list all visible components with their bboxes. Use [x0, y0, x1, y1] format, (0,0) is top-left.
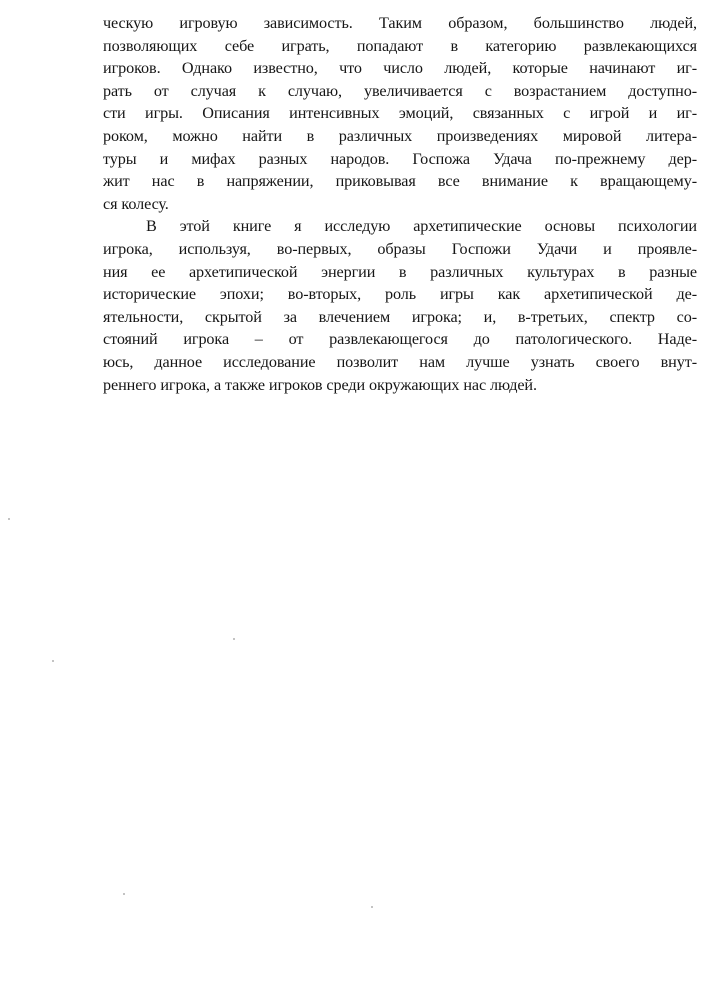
- text-line: реннего игрока, а также игроков среди окружающих нас людей.: [103, 375, 537, 394]
- text-line: ся колесу.: [103, 194, 169, 213]
- text-line: сти игры. Описания интенсивных эмоций, связанных с игрой и иг-: [103, 104, 697, 123]
- scan-speck: [8, 518, 10, 520]
- scan-speck: [233, 638, 235, 640]
- scan-speck: [371, 906, 373, 908]
- text-line: В этой книге я исследую архетипические основы психологии: [146, 217, 697, 236]
- text-line: игроков. Однако известно, что число людей, которые начинают иг-: [103, 59, 697, 78]
- body-text: [103, 12, 697, 396]
- scan-speck: [52, 660, 54, 662]
- text-line: стояний игрока – от развлекающегося до патологического. Наде-: [103, 330, 697, 349]
- text-line: игрока, используя, во-первых, образы Госпожи Удачи и проявле-: [103, 239, 697, 258]
- text-line: роком, можно найти в различных произведениях мировой литера-: [103, 126, 697, 145]
- text-line: исторические эпохи; во-вторых, роль игры как архетипической де-: [103, 285, 697, 304]
- text-line: позволяющих себе играть, попадают в категорию развлекающихся: [103, 36, 697, 55]
- paragraph-2: [103, 215, 697, 396]
- paragraph-1: [103, 12, 697, 215]
- text-line: рать от случая к случаю, увеличивается с возрастанием доступно-: [103, 81, 697, 100]
- scan-speck: [123, 893, 125, 895]
- text-line: ния ее архетипической энергии в различных культурах в разные: [103, 262, 697, 281]
- text-line: юсь, данное исследование позволит нам лучше узнать своего внут-: [103, 352, 697, 371]
- text-line: туры и мифах разных народов. Госпожа Удача по-прежнему дер-: [103, 149, 697, 168]
- text-line: ятельности, скрытой за влечением игрока; и, в-третьих, спектр со-: [103, 307, 697, 326]
- text-line: ческую игровую зависимость. Таким образом, большинство людей,: [103, 14, 697, 32]
- text-line: жит нас в напряжении, приковывая все внимание к вращающему-: [103, 172, 697, 191]
